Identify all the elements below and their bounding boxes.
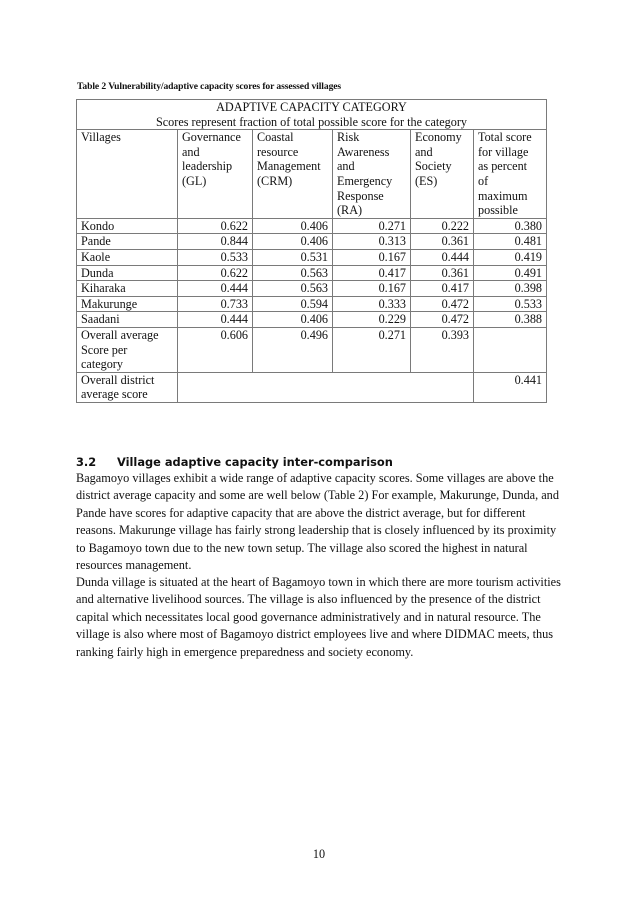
- crm-score: 0.406: [253, 218, 333, 234]
- district-row-spacer: [178, 372, 474, 402]
- header-line: and: [182, 144, 200, 159]
- village-name: Dunda: [77, 265, 178, 281]
- table-row: [77, 296, 547, 312]
- total-score: 0.380: [474, 218, 547, 234]
- gl-score: 0.844: [178, 234, 253, 250]
- village-name: Kondo: [77, 218, 178, 234]
- header-line: resource: [257, 144, 299, 159]
- body-paragraph: Bagamoyo villages exhibit a wide range of adaptive capacity scores. Some villages are above the district average capacity and some are well below (Table 2) For example, Makurunge, Dunda, and Pande have scores for adaptive capacity that are above the district average, but for different reasons. Makurunge village has fairly strong leadership that is closely influenced by its proximity to Bagamoyo town due to the new town setup. The village also scored the highest in natural resources management.: [76, 471, 559, 573]
- crm-score: 0.594: [253, 296, 333, 312]
- ra-score: 0.313: [333, 234, 411, 250]
- header-line: possible: [478, 203, 518, 218]
- gl-score: 0.533: [178, 249, 253, 265]
- header-line: as percent: [478, 159, 528, 174]
- column-header-total: [474, 130, 547, 219]
- column-header-row: [77, 130, 547, 219]
- es-average: 0.393: [411, 327, 474, 372]
- crm-score: 0.563: [253, 265, 333, 281]
- header-line: Coastal: [257, 130, 294, 145]
- ra-score: 0.417: [333, 265, 411, 281]
- header-line: and: [337, 159, 355, 174]
- section-title: Village adaptive capacity inter-comparison: [117, 455, 393, 469]
- label-line: Overall district: [81, 372, 155, 387]
- table-caption: Table 2 Vulnerability/adaptive capacity scores for assessed villages: [77, 81, 342, 92]
- header-line: of: [478, 173, 489, 188]
- table-row: [77, 312, 547, 328]
- header-line: Emergency: [337, 173, 393, 188]
- label-line: average score: [81, 387, 148, 402]
- header-line: Response: [337, 188, 384, 203]
- ra-score: 0.167: [333, 281, 411, 297]
- district-average-score: 0.441: [474, 372, 547, 402]
- header-line: maximum: [478, 188, 528, 203]
- gl-score: 0.622: [178, 218, 253, 234]
- header-line: (RA): [337, 203, 363, 218]
- category-header-row: [77, 100, 547, 130]
- es-score: 0.361: [411, 234, 474, 250]
- header-line: (GL): [182, 173, 207, 188]
- header-line: Risk: [337, 130, 360, 145]
- header-line: Total score: [478, 130, 532, 145]
- ra-score: 0.167: [333, 249, 411, 265]
- village-name: Kiharaka: [77, 281, 178, 297]
- es-score: 0.472: [411, 296, 474, 312]
- label-line: Score per: [81, 342, 128, 357]
- column-header-crm: [253, 130, 333, 219]
- crm-score: 0.406: [253, 312, 333, 328]
- total-score: 0.533: [474, 296, 547, 312]
- es-score: 0.222: [411, 218, 474, 234]
- section-heading: [76, 455, 393, 469]
- total-score: 0.398: [474, 281, 547, 297]
- total-average: [474, 327, 547, 372]
- body-paragraph: Dunda village is situated at the heart of Bagamoyo town in which there are more tourism activities and alternative livelihood sources. The village is also influenced by the presence of the district capital which necessitates local good governance administratively and in natural resource. The village is also where most of Bagamoyo district employees live and where DIDMAC meets, thus ranking fairly high in emergence preparedness and society economy.: [76, 575, 561, 659]
- table-row: [77, 281, 547, 297]
- category-title: ADAPTIVE CAPACITY CATEGORY: [216, 100, 407, 114]
- header-line: Governance: [182, 130, 241, 145]
- label-line: Overall average: [81, 327, 159, 342]
- table-row: [77, 265, 547, 281]
- ra-score: 0.271: [333, 218, 411, 234]
- section-number: 3.2: [76, 455, 97, 469]
- table-row: [77, 249, 547, 265]
- category-subtitle: Scores represent fraction of total possible score for the category: [155, 114, 467, 129]
- header-line: Awareness: [337, 144, 390, 159]
- es-score: 0.417: [411, 281, 474, 297]
- ra-average: 0.271: [333, 327, 411, 372]
- header-line: and: [415, 144, 433, 159]
- ra-score: 0.229: [333, 312, 411, 328]
- total-score: 0.419: [474, 249, 547, 265]
- category-header: [77, 100, 547, 130]
- total-score: 0.388: [474, 312, 547, 328]
- village-name: Makurunge: [77, 296, 178, 312]
- ra-score: 0.333: [333, 296, 411, 312]
- header-line: (ES): [415, 173, 438, 188]
- district-row-label: [77, 372, 178, 402]
- header-line: (CRM): [257, 173, 293, 188]
- column-header-ra: [333, 130, 411, 219]
- district-row: [77, 372, 547, 402]
- header-line: for village: [478, 144, 529, 159]
- es-score: 0.444: [411, 249, 474, 265]
- average-row: [77, 327, 547, 372]
- gl-score: 0.444: [178, 281, 253, 297]
- gl-score: 0.444: [178, 312, 253, 328]
- header-line: Society: [415, 159, 452, 174]
- total-score: 0.481: [474, 234, 547, 250]
- column-header-villages: [77, 130, 178, 219]
- gl-score: 0.622: [178, 265, 253, 281]
- crm-score: 0.531: [253, 249, 333, 265]
- village-name: Kaole: [77, 249, 178, 265]
- es-score: 0.361: [411, 265, 474, 281]
- adaptive-capacity-table: [76, 99, 547, 403]
- average-row-label: [77, 327, 178, 372]
- header-line: Villages: [81, 130, 121, 145]
- es-score: 0.472: [411, 312, 474, 328]
- header-line: leadership: [182, 159, 233, 174]
- column-header-gl: [178, 130, 253, 219]
- crm-score: 0.406: [253, 234, 333, 250]
- table-row: [77, 234, 547, 250]
- label-line: category: [81, 357, 123, 372]
- page-number: 10: [312, 847, 326, 861]
- gl-average: 0.606: [178, 327, 253, 372]
- header-line: Economy: [415, 130, 462, 145]
- table-row: [77, 218, 547, 234]
- crm-score: 0.563: [253, 281, 333, 297]
- total-score: 0.491: [474, 265, 547, 281]
- gl-score: 0.733: [178, 296, 253, 312]
- column-header-es: [411, 130, 474, 219]
- header-line: Management: [257, 159, 321, 174]
- village-name: Saadani: [77, 312, 178, 328]
- crm-average: 0.496: [253, 327, 333, 372]
- village-name: Pande: [77, 234, 178, 250]
